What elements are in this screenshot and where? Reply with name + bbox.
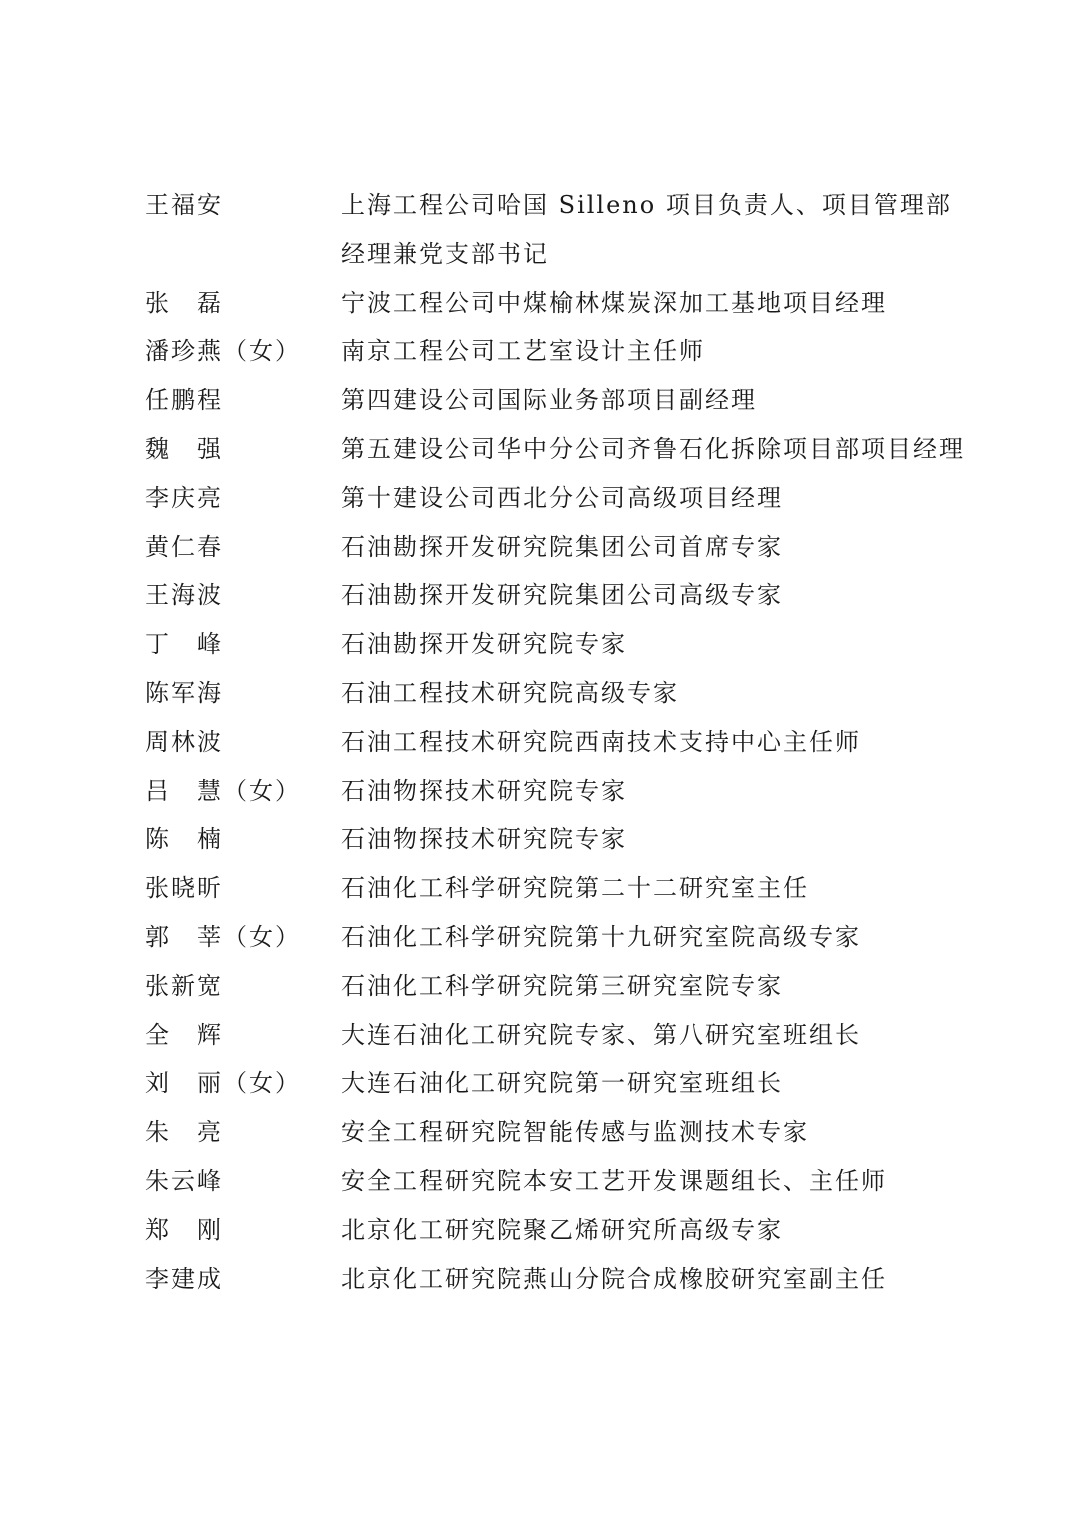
list-item [145, 913, 965, 962]
person-position: 安全工程研究院本安工艺开发课题组长、主任师 [341, 1166, 887, 1195]
person-position: 石油工程技术研究院西南技术支持中心主任师 [341, 727, 861, 756]
person-position: 石油勘探开发研究院集团公司首席专家 [341, 532, 783, 561]
person-position: 安全工程研究院智能传感与监测技术专家 [341, 1118, 809, 1147]
person-name: 周林波 [145, 727, 223, 756]
list-item [145, 815, 965, 864]
list-item [145, 669, 965, 718]
list-item [145, 1059, 965, 1108]
person-name: 丁 峰 [145, 630, 223, 659]
person-position: 石油物探技术研究院专家 [341, 776, 627, 805]
person-position: 北京化工研究院燕山分院合成橡胶研究室副主任 [341, 1264, 887, 1293]
person-name: 张新宽 [145, 971, 223, 1000]
person-position: 石油化工科学研究院第十九研究室院高级专家 [341, 922, 861, 951]
person-position: 大连石油化工研究院第一研究室班组长 [341, 1069, 783, 1098]
person-name: 吕 慧（女） [145, 776, 301, 805]
person-position: 第四建设公司国际业务部项目副经理 [341, 386, 757, 415]
person-name: 张晓昕 [145, 874, 223, 903]
person-name: 郭 莘（女） [145, 922, 301, 951]
list-item [145, 181, 965, 279]
list-item [145, 962, 965, 1011]
person-name: 陈 楠 [145, 825, 223, 854]
list-item [145, 523, 965, 572]
person-position: 南京工程公司工艺室设计主任师 [341, 337, 705, 366]
person-name: 全 辉 [145, 1020, 223, 1049]
person-name: 朱 亮 [145, 1118, 223, 1147]
person-position: 石油化工科学研究院第三研究室院专家 [341, 971, 783, 1000]
person-position: 第五建设公司华中分公司齐鲁石化拆除项目部项目经理 [341, 434, 965, 463]
person-name: 王海波 [145, 581, 223, 610]
honoree-list [145, 181, 965, 1303]
list-item [145, 718, 965, 767]
person-name: 陈军海 [145, 678, 223, 707]
list-item [145, 767, 965, 816]
person-name: 刘 丽（女） [145, 1069, 301, 1098]
list-item [145, 279, 965, 328]
list-item [145, 1255, 965, 1304]
person-position: 石油化工科学研究院第二十二研究室主任 [341, 874, 809, 903]
person-name: 魏 强 [145, 434, 223, 463]
person-position: 石油勘探开发研究院专家 [341, 630, 627, 659]
person-position: 宁波工程公司中煤榆林煤炭深加工基地项目经理 [341, 288, 887, 317]
list-item [145, 571, 965, 620]
list-item [145, 474, 965, 523]
list-item [145, 376, 965, 425]
person-position: 北京化工研究院聚乙烯研究所高级专家 [341, 1215, 783, 1244]
person-position: 石油勘探开发研究院集团公司高级专家 [341, 581, 783, 610]
list-item [145, 864, 965, 913]
list-item [145, 1108, 965, 1157]
list-item [145, 425, 965, 474]
person-name: 任鹏程 [145, 386, 223, 415]
person-position: 大连石油化工研究院专家、第八研究室班组长 [341, 1020, 861, 1049]
list-item [145, 1206, 965, 1255]
person-position: 石油物探技术研究院专家 [341, 825, 627, 854]
list-item [145, 1157, 965, 1206]
person-name: 潘珍燕（女） [145, 337, 301, 366]
person-position: 上海工程公司哈国 Silleno 项目负责人、项目管理部经理兼党支部书记 [341, 191, 952, 268]
person-name: 王福安 [145, 191, 223, 219]
list-item [145, 327, 965, 376]
person-name: 李庆亮 [145, 483, 223, 512]
person-name: 朱云峰 [145, 1166, 223, 1195]
person-position: 石油工程技术研究院高级专家 [341, 678, 679, 707]
list-item [145, 620, 965, 669]
person-name: 李建成 [145, 1264, 223, 1293]
person-name: 郑 刚 [145, 1215, 223, 1244]
person-name: 张 磊 [145, 288, 223, 317]
list-item [145, 1011, 965, 1060]
person-position: 第十建设公司西北分公司高级项目经理 [341, 483, 783, 512]
person-name: 黄仁春 [145, 532, 223, 561]
